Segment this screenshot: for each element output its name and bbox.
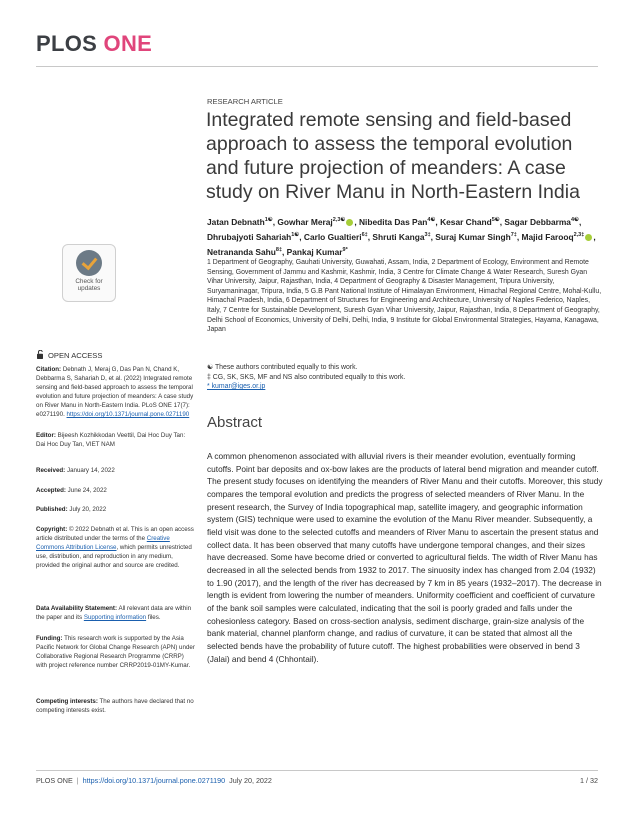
open-access-label: OPEN ACCESS — [36, 350, 102, 360]
accepted-date: Accepted: June 24, 2022 — [36, 487, 107, 494]
author-affiliation-marker: 8‡ — [275, 246, 283, 253]
author-affiliation-marker: 7‡ — [510, 231, 517, 238]
author-affiliation-marker: 4☯ — [427, 217, 436, 223]
note-also-contributed: ‡ CG, SK, SKS, MF and NS also contributed equally to this work. — [207, 373, 406, 381]
orcid-icon[interactable] — [346, 219, 353, 226]
received-date: Received: January 14, 2022 — [36, 467, 115, 474]
author-name: Kesar Chand — [440, 216, 492, 227]
abstract-heading: Abstract — [207, 414, 263, 431]
orcid-icon[interactable] — [585, 234, 592, 241]
page-number: 1 / 32 — [580, 776, 598, 785]
footer-doi-link[interactable]: https://doi.org/10.1371/journal.pone.0271190 — [82, 776, 226, 785]
author-name: Dhrubajyoti Sahariah — [207, 231, 292, 242]
author-name: Sagar Debbarma — [504, 216, 571, 227]
published-date: Published: July 20, 2022 — [36, 506, 107, 513]
author-name: Carlo Gualtieri — [303, 231, 362, 242]
funding-block: Funding: This research work is supported by the Asia Pacific Network for Global Change Research (APN) under Collaborative Regional Research Programme (CRRP) with project reference number CRRP2019-01MY-Kumar. — [36, 635, 195, 669]
abstract-text: A common phenomenon associated with alluvial rivers is their meander evolution, eventually forming cutoffs. Point bar deposits and ox-bow lakes are the products of lateral bend migration and meander cutoff. The present study focuses on identifying the meanders of River Manu and their cutoffs. Moreover, this study compares the temporal evolution and predicts the progress of selected meanders of River Manu. In the present research, the Survey of India topographical map, satellite imagery, and geographic information system (GIS) technique were used to examine the evolution of the Manu River meander. Subsequently, a field visit was done to the selected cutoffs and meanders of River Manu to ascertain the present status and collect data. It has been observed that many cutoffs have undergone temporal changes, and their sizes have decreased. Some have become dried or converted to agricultural fields. The width of River Manu has decreased in all the selected bends from 1932 to 2017. The sinuosity index has changed from 2.04 (1932) to 1.90 (2017), and the length of the river has decreased by 7 km in 85 years (1932–2017). The decrease in length is evident from lowering the number of meanders. Uniformity coefficient and coefficient of curvature of the bank soil samples were calculated, indicating that the soil is poorly graded and falls under the cohesionless category. Based on cross-section analysis, sediment discharge, grain-size analysis of the bank material, channel planform change, and radius of curvature, it can be stated that almost all the selected bends have the probability of future cutoff. The highest probabilities were observed in bend 3 (Jalai) and bend 4 (Chhontail). — [207, 451, 603, 664]
competing-interests-block: Competing interests: The authors have declared that no competing interests exist. — [36, 698, 194, 714]
footer-journal: PLOS ONE — [36, 776, 73, 785]
footer-divider — [36, 770, 598, 771]
corresponding-email[interactable]: * kumar@iges.or.jp — [207, 383, 266, 391]
author-notes — [207, 363, 602, 392]
data-availability-block: Data Availability Statement: All relevant data are within the paper and its Supporting information files. — [36, 605, 192, 621]
author-affiliation-marker: 1☯ — [264, 217, 273, 223]
author-affiliation-marker: 3‡ — [424, 231, 431, 238]
author-affiliation-marker: 6‡ — [361, 231, 368, 238]
article-title: Integrated remote sensing and field-based approach to assess the temporal evolution and future projection of meanders: A case study on River Manu in North-Eastern India — [206, 109, 580, 203]
article-type: RESEARCH ARTICLE — [207, 97, 283, 106]
author-affiliation-marker: 2,3‡ — [573, 231, 585, 238]
logo-one: ONE — [103, 31, 153, 56]
author-affiliation-marker: 9* — [342, 246, 348, 253]
logo-plos: PLOS — [36, 31, 98, 56]
badge-line-1: Check for — [75, 278, 103, 285]
license-link[interactable]: Creative Commons Attribution License — [36, 535, 170, 551]
author-list: Jatan Debnath$^{1☯}$, Gowhar Meraj$^{2,3☯}$ , Nibedita Das Pan$^{4☯}$, Kesar Chand$^{5☯}$, Sagar Debbarma$^{4☯}$, Dhrubajyoti Sahariah$^{1☯}$, Carlo Gualtieri$^{6\ddagger}$, Shruti Kanga$^{3\ddagger}$, Suraj Kumar Singh$^{7\ddagger}$, Majid Farooq$^{2,3\ddagger}$ , Netrananda Sahu$^{8\ddagger}$, Pankaj Kumar$^{9*}$ — [207, 216, 596, 257]
citation-block: Citation: Debnath J, Meraj G, Das Pan N, Chand K, Debbarma S, Sahariah D, et al. (2022) Integrated remote sensing and field-based approach to assess the temporal evolution and future projection of meanders: A case study on River Manu in North-Eastern India. PLoS ONE 17(7): e0271190. https://doi.org/10.1371/journal.pone.0271190 — [36, 366, 194, 418]
badge-line-2: updates — [77, 285, 101, 292]
author-name: Nibedita Das Pan — [359, 216, 428, 227]
copyright-block: Copyright: © 2022 Debnath et al. This is an open access article distributed under the terms of the Creative Commons Attribution License, which permits unrestricted use, distribution, and reproduction in any medium, provided the original author and source are credited. — [36, 526, 194, 569]
journal-logo[interactable] — [36, 31, 152, 57]
author-affiliation-marker: 2,3☯ — [332, 217, 346, 223]
citation-doi-link[interactable]: https://doi.org/10.1371/journal.pone.0271190 — [66, 411, 190, 418]
author-name: Netrananda Sahu — [207, 246, 276, 257]
page-footer: PLOS ONE | https://doi.org/10.1371/journal.pone.0271190 July 20, 2022 — [36, 776, 272, 785]
author-name: Pankaj Kumar — [286, 246, 343, 257]
open-lock-icon — [36, 350, 44, 359]
affiliations: 1 Department of Geography, Gauhati University, Guwahati, Assam, India, 2 Department of Ecology, Environment and Remote Sensing, Government of Jammu and Kashmir, Kashmir, India, 3 Centre for Climate Change & Water Research, Suresh Gyan Vihar University, Jaipur, Rajasthan, India, 4 Department of Geography & Disaster Management, Tripura University, Suryamaninagar, Tripura, India, 5 G.B Pant National Institute of Himalayan Environment, Himachal Regional Centre, Mohal-Kullu, Himachal Pradesh, India, 6 Department of Structures for Engineering and Architecture, University of Naples Federico, Naples, Italy, 7 Centre for Sustainable Development, Suresh Gyan Vihar University, Jaipur, Rajasthan, India, 8 Department of Geography, Delhi School of Economics, University of Delhi, Delhi, India, 9 Institute for Global Environmental Strategies, Hayama, Kanagawa, Japan — [207, 259, 602, 334]
author-affiliation-marker: 4☯ — [570, 217, 579, 223]
footer-date: July 20, 2022 — [229, 776, 272, 785]
author-name: Gowhar Meraj — [277, 216, 333, 227]
check-mark-icon — [76, 250, 102, 276]
author-affiliation-marker: 1☯ — [291, 231, 300, 238]
author-affiliation-marker: 5☯ — [491, 217, 500, 223]
editor-block: Editor: Bijeesh Kozhikkodan Veettil, Dai Hoc Duy Tan: Dai Hoc Duy Tan, VIET NAM — [36, 432, 186, 448]
author-name: Jatan Debnath — [207, 216, 265, 227]
author-name: Shruti Kanga — [372, 231, 425, 242]
author-name: Suraj Kumar Singh — [435, 231, 511, 242]
author-name: Majid Farooq — [521, 231, 574, 242]
supporting-info-link[interactable]: Supporting information — [83, 614, 147, 621]
check-for-updates-badge[interactable] — [62, 244, 116, 302]
note-equal-contribution: ☯ These authors contributed equally to this work. — [207, 364, 358, 371]
header-divider — [36, 66, 598, 67]
